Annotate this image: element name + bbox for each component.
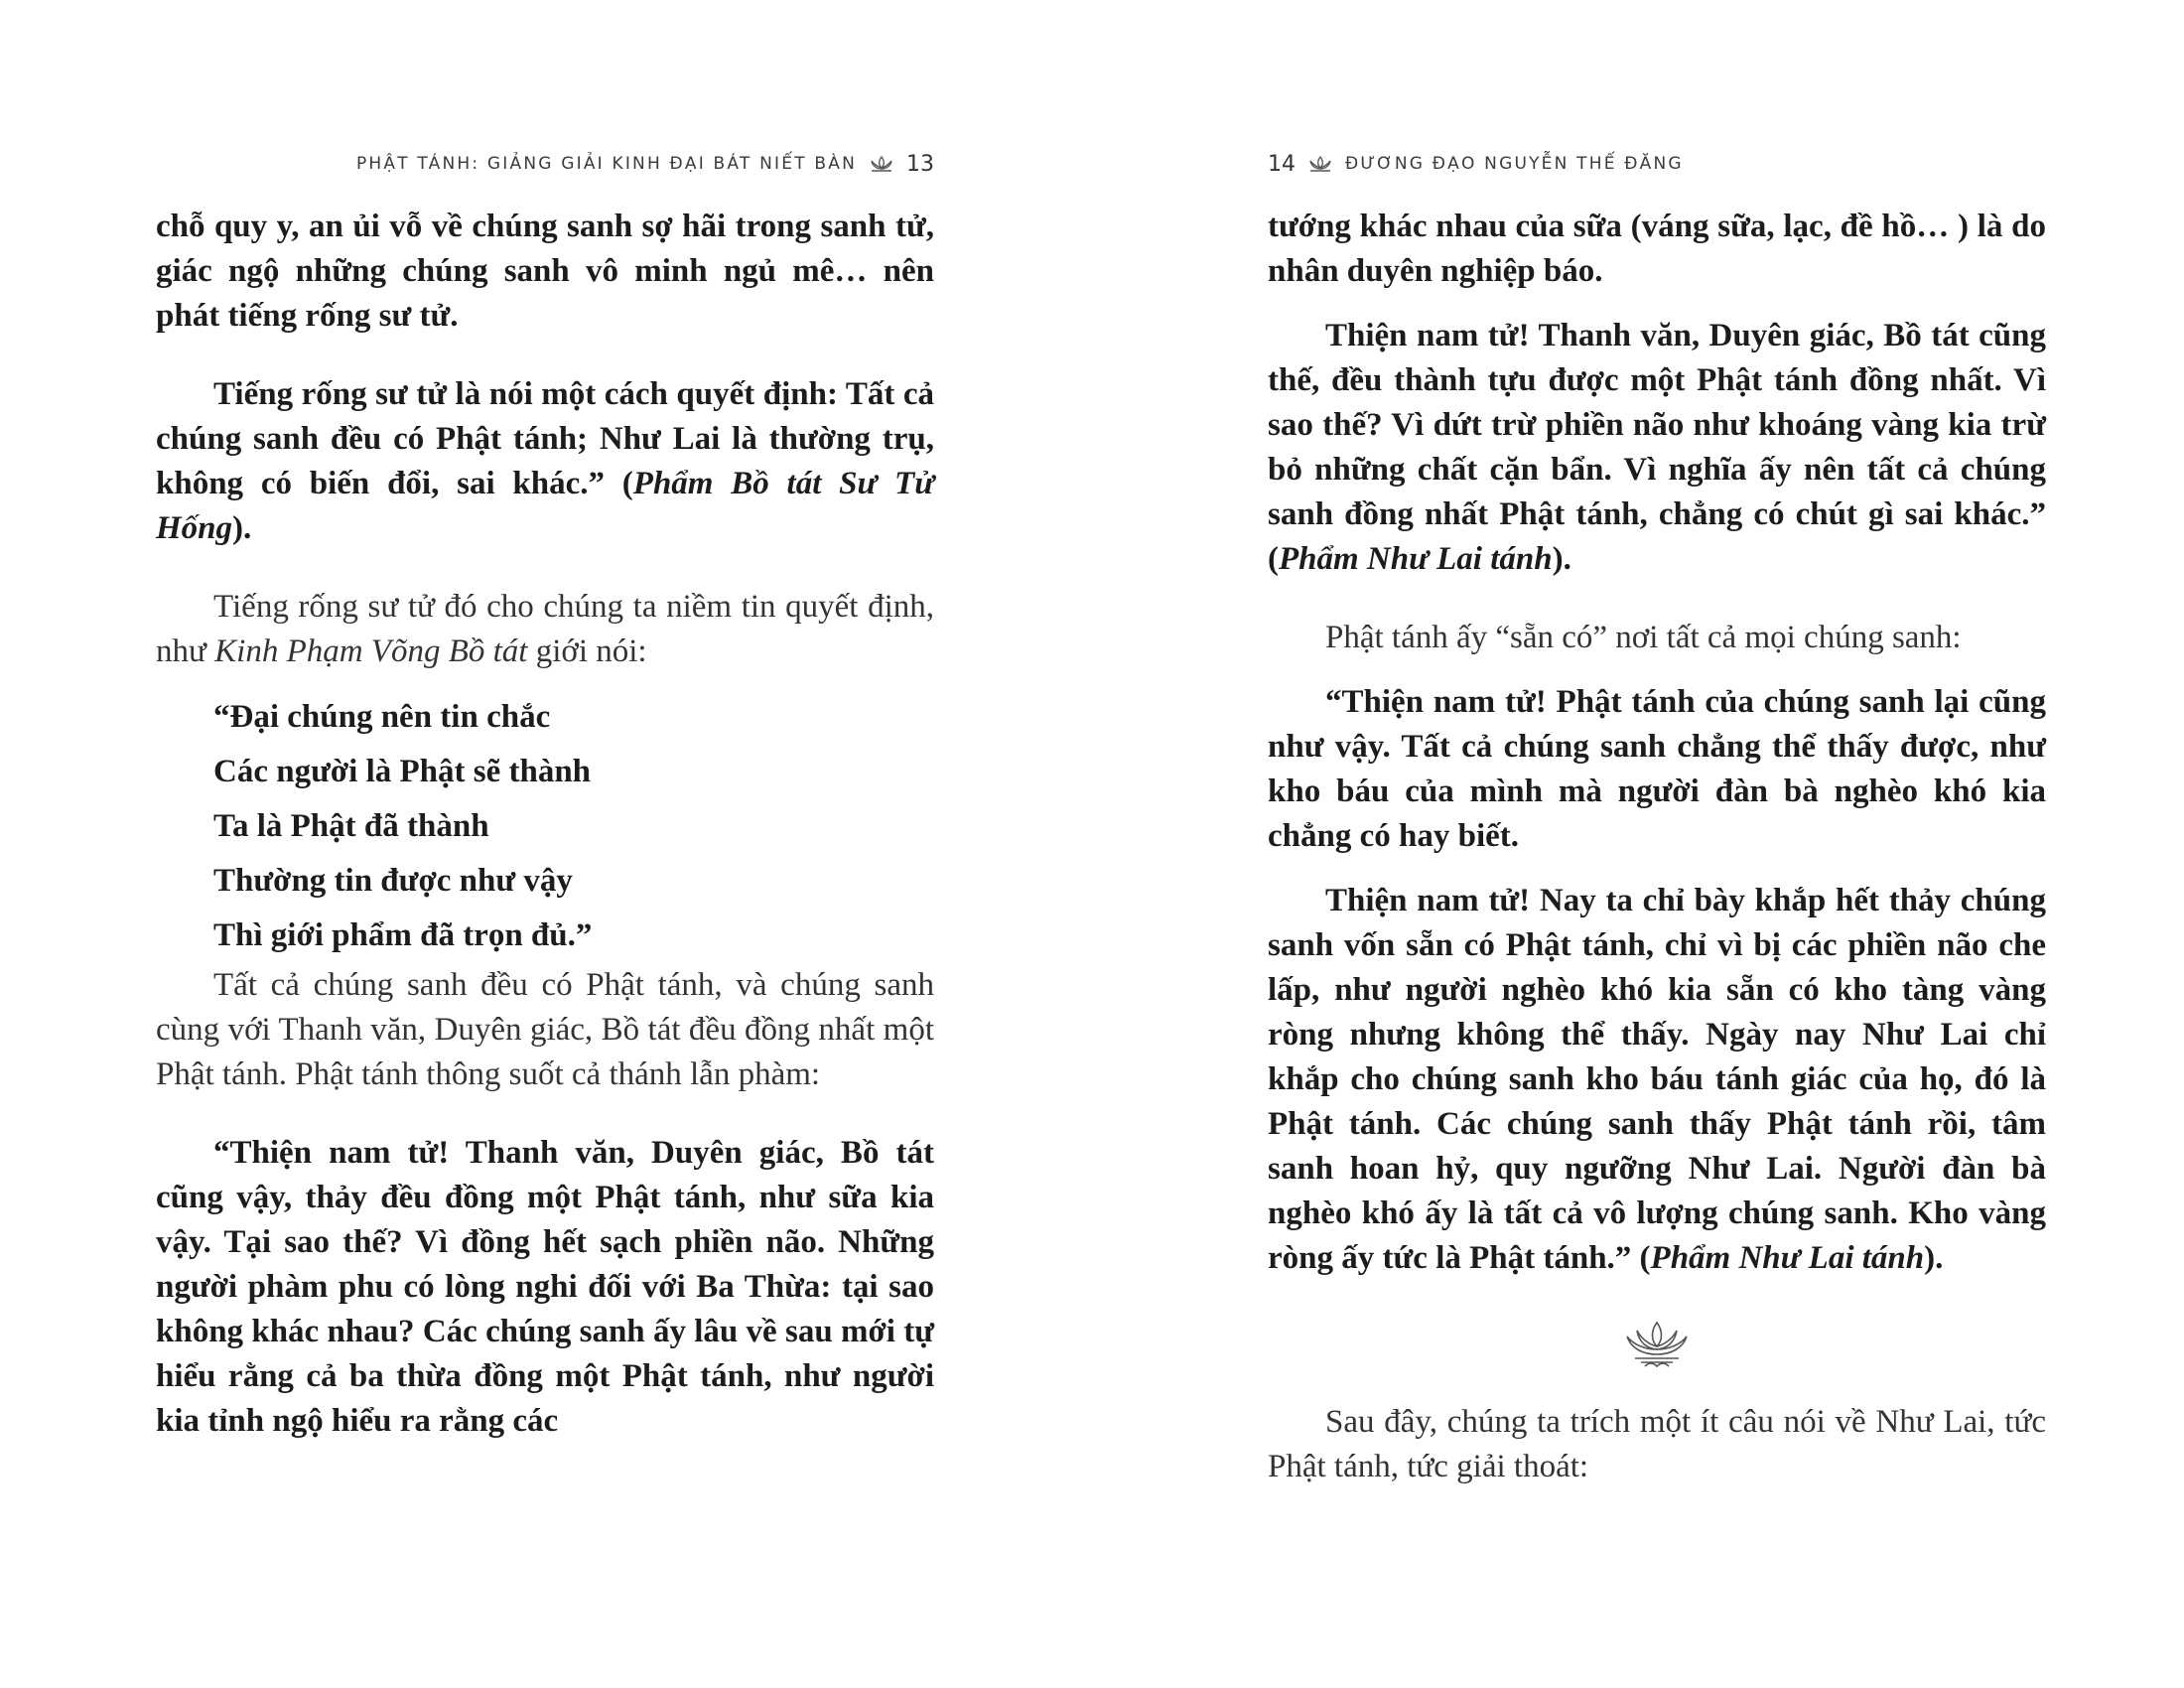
paragraph: Tất cả chúng sanh đều có Phật tánh, và chúng sanh cùng với Thanh văn, Duyên giác, Bồ tát đều đồng nhất một Phật tánh. Phật tánh thông suốt cả thánh lẫn phàm: [156, 967, 934, 1092]
page-number: 14 [1268, 151, 1296, 177]
left-page [156, 0, 934, 1688]
body-text-left [156, 205, 934, 1444]
header-title: ĐƯƠNG ĐẠO NGUYỄN THẾ ĐĂNG [1345, 154, 1684, 174]
verse-line: Thường tin được như vậy [213, 863, 573, 899]
paragraph: “Thiện nam tử! Thanh văn, Duyên giác, Bồ tát cũng vậy, thảy đều đồng một Phật tánh, như sữa kia vậy. Tại sao thế? Vì đồng hết sạch phiền não. Những người phàm phu có lòng nghi đối với Ba Thừa: tại sao không khác nhau? Các chúng sanh ấy lâu về sau mới tự hiểu rằng cả ba thừa đồng một Phật tánh, như người kia tỉnh ngộ hiểu ra rằng các [156, 1135, 934, 1439]
paragraph: Thiện nam tử! Thanh văn, Duyên giác, Bồ tát cũng thế, đều thành tựu được một Phật tánh đồng nhất. Vì sao thế? Vì dứt trừ phiền não như khoáng vàng kia trừ bỏ những chất cặn bẩn. Vì nghĩa ấy nên tất cả chúng sanh đồng nhất Phật tánh, chẳng có chút gì sai khác.” (Phẩm Như Lai tánh). [1268, 318, 2046, 577]
citation: Kinh Phạm Võng Bồ tát [214, 633, 528, 669]
citation: Phẩm Như Lai tánh [1650, 1240, 1925, 1276]
paragraph: Tiếng rống sư tử đó cho chúng ta niềm tin quyết định, như Kinh Phạm Võng Bồ tát giới nói: [156, 589, 934, 669]
lotus-icon [869, 155, 894, 173]
right-page [1268, 0, 2046, 1688]
running-header-left [156, 149, 934, 179]
body-text-right [1268, 205, 2046, 1489]
header-title: PHẬT TÁNH: GIẢNG GIẢI KINH ĐẠI BÁT NIẾT BÀN [355, 154, 857, 174]
verse-line: Ta là Phật đã thành [213, 808, 489, 844]
verse-line: “Đại chúng nên tin chắc [213, 699, 551, 735]
running-header-right [1268, 149, 2046, 179]
verse-line: Thì giới phẩm đã trọn đủ.” [213, 917, 593, 953]
paragraph: Phật tánh ấy “sẵn có” nơi tất cả mọi chúng sanh: [1325, 620, 1962, 655]
paragraph: Tiếng rống sư tử là nói một cách quyết định: Tất cả chúng sanh đều có Phật tánh; Như Lai là thường trụ, không có biến đổi, sai khác.” (Phẩm Bồ tát Sư Tử Hống). [156, 376, 934, 546]
paragraph: tướng khác nhau của sữa (váng sữa, lạc, đề hồ… ) là do nhân duyên nghiệp báo. [1268, 209, 2046, 289]
lotus-ornament-icon [1268, 1315, 2046, 1370]
citation: Phẩm Bồ tát Sư Tử Hống [156, 466, 934, 546]
verse-block [156, 690, 934, 963]
paragraph: “Thiện nam tử! Phật tánh của chúng sanh lại cũng như vậy. Tất cả chúng sanh chẳng thể thấy được, như kho báu của mình mà người đàn bà nghèo khó kia chẳng có hay biết. [1268, 684, 2046, 854]
paragraph: Sau đây, chúng ta trích một ít câu nói về Như Lai, tức Phật tánh, tức giải thoát: [1268, 1404, 2046, 1484]
paragraph: chỗ quy y, an ủi vỗ về chúng sanh sợ hãi trong sanh tử, giác ngộ những chúng sanh vô minh ngủ mê… nên phát tiếng rống sư tử. [156, 209, 934, 334]
paragraph: Thiện nam tử! Nay ta chỉ bày khắp hết thảy chúng sanh vốn sẵn có Phật tánh, chỉ vì bị các phiền não che lấp, như người nghèo khó kia sẵn có kho tàng vàng ròng nhưng không thể thấy. Ngày nay Như Lai chỉ khắp cho chúng sanh kho báu tánh giác của họ, đó là Phật tánh. Các chúng sanh thấy Phật tánh rồi, tâm sanh hoan hỷ, quy ngưỡng Như Lai. Người đàn bà nghèo khó ấy là tất cả vô lượng chúng sanh. Kho vàng ròng ấy tức là Phật tánh.” (Phẩm Như Lai tánh). [1268, 883, 2046, 1276]
citation: Phẩm Như Lai tánh [1279, 541, 1553, 577]
page-number: 13 [906, 151, 934, 177]
lotus-icon [1307, 155, 1333, 173]
verse-line: Các người là Phật sẽ thành [213, 754, 592, 789]
